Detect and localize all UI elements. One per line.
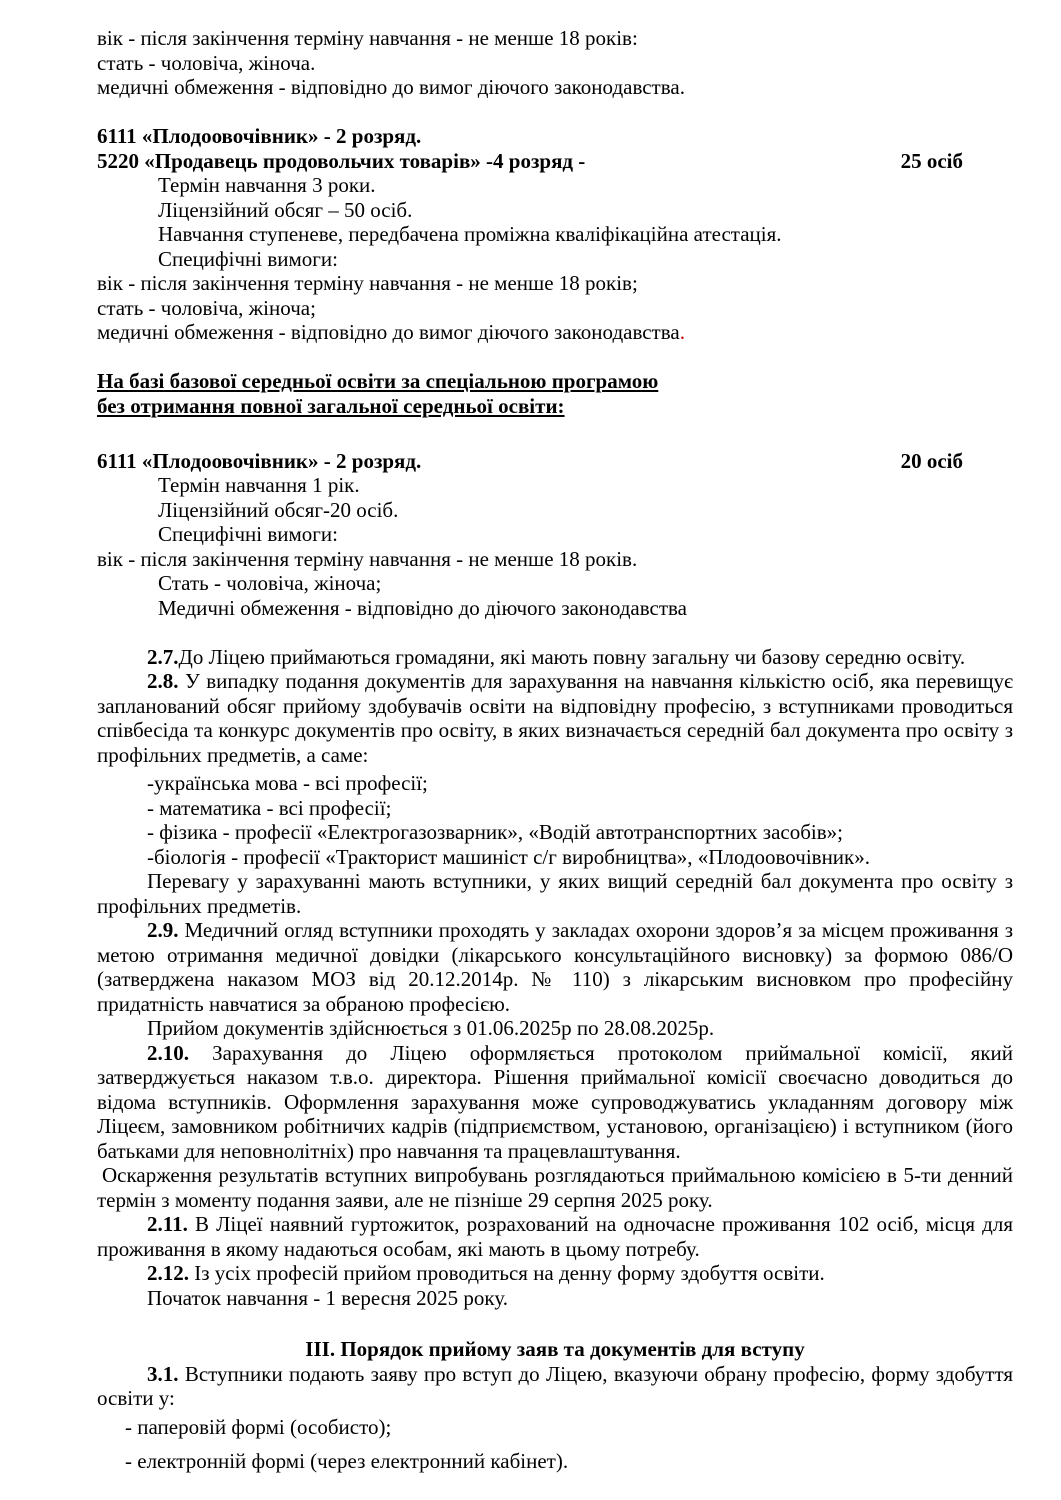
quota-20: 20 осіб <box>900 448 963 473</box>
paragraph-number: 2.10. <box>147 1040 189 1065</box>
paragraph-number: 3.1. <box>147 1361 179 1386</box>
quota-25: 25 осіб <box>900 148 963 173</box>
paragraph-text: В Ліцеї наявний гуртожиток, розрахований на одночасне проживання 102 осіб, місця для проживання в якому надаються особам, які мають в цьому потребу. <box>97 1212 1013 1261</box>
paragraph-text: Медичний огляд вступники проходять у закладах охорони здоров’я за місцем проживання з метою отримання медичної довідки (лікарського консультаційного висновку) за формою 086/О (затверджена наказом МОЗ від 20.12.2014р. № 110) з лікарським висновком про професійну придатність навчатися за обраною професією. <box>97 918 1014 1016</box>
subject-item-biology: -біологія - професії «Тракторист машиніст с/г виробництва», «Плодоовочівник». <box>147 844 871 869</box>
profession-5220-title-row <box>97 149 1013 174</box>
profession-5220-title: 5220 «Продавець продовольчих товарів» -4 розряд - <box>97 148 586 173</box>
intro-medical-line: медичні обмеження - відповідно до вимог діючого законодавства. <box>97 75 685 99</box>
paragraph-3-1 <box>97 1362 1013 1411</box>
intro-age-line: вік - після закінчення терміну навчання - не менше 18 років: <box>97 26 638 50</box>
paragraph-2-9 <box>97 918 1013 1016</box>
paragraph-number: 2.12. <box>147 1261 189 1285</box>
requirement-medical-line: Медичні обмеження - відповідно до діючого законодавства <box>158 595 687 620</box>
paragraph-text: Із усіх професій прийом проводиться на денну форму здобуття освіти. <box>194 1261 825 1285</box>
paragraph-2-8 <box>97 669 1013 767</box>
special-program-heading-line1: На базі базової середньої освіти за спеціальною програмою <box>97 369 659 393</box>
intro-gender-line: стать - чоловіча, жіноча. <box>97 50 316 75</box>
specific-requirements-label: Специфічні вимоги: <box>158 246 338 271</box>
requirement-medical-line <box>97 320 1013 345</box>
form-item-electronic: - електронній формі (через електронний кабінет). <box>125 1449 569 1473</box>
spacer <box>97 345 1013 370</box>
paragraph-number: 2.11. <box>147 1212 188 1236</box>
spacer <box>97 620 1013 645</box>
paragraph-text: Вступники подають заяву про вступ до Ліцею, вказуючи обрану професію, форму здобуття освіти у: <box>97 1361 1014 1410</box>
paragraph-text: У випадку подання документів для зарахування на навчання кількістю осіб, яка перевищує запланований обсяг прийому здобувачів освіти на відповідну професію, з вступниками проводиться співбесіда та конкурс документів про освіту, в яких визначається середній бал документа про освіту з профільних предметів, а саме: <box>97 669 1014 767</box>
paragraph-2-10 <box>97 1041 1013 1164</box>
spacer <box>97 418 1013 443</box>
section-3-heading: ІІІ. Порядок прийому заяв та документів для вступу <box>305 1337 805 1361</box>
specific-requirements-label: Специфічні вимоги: <box>158 522 338 546</box>
paragraph-number: 2.9. <box>147 918 179 942</box>
subject-item-math: - математика - всі професії; <box>147 795 392 820</box>
spacer <box>97 100 1013 125</box>
advantage-paragraph: Перевагу у зарахуванні мають вступники, у яких вищий середній бал документа про освіту з профільних предметів. <box>97 869 1013 918</box>
subject-item-physics: - фізика - професії «Електрогазозварник», «Водій автотранспортних засобів»; <box>147 820 844 844</box>
subject-item-ukrainian: -українська мова - всі професії; <box>147 771 428 795</box>
license-volume-line: Ліцензійний обсяг-20 осіб. <box>158 497 399 522</box>
profession-6111-title: 6111 «Плодоовочівник» - 2 розряд. <box>97 124 422 148</box>
profession-6111-special-title-row <box>97 449 1013 474</box>
appeal-paragraph: Оскарження результатів вступних випробувань розглядаються приймальною комісією в 5-ти денний термін з моменту подання заяви, але не пізніше 29 серпня 2025 року. <box>97 1163 1013 1212</box>
paragraph-number: 2.8. <box>147 669 179 693</box>
paragraph-2-7 <box>97 645 1013 670</box>
requirement-gender-line: Стать - чоловіча, жіноча; <box>158 571 382 595</box>
term-line: Термін навчання 3 роки. <box>158 173 376 197</box>
requirement-age-line: вік - після закінчення терміну навчання - не менше 18 років. <box>97 546 638 571</box>
red-period: . <box>679 320 685 344</box>
paragraph-2-11 <box>97 1212 1013 1261</box>
deadline-line: Прийом документів здійснюється з 01.06.2025р по 28.08.2025р. <box>147 1016 715 1040</box>
profession-6111-special-title: 6111 «Плодоовочівник» - 2 розряд. <box>97 448 422 473</box>
paragraph-text: Зарахування до Ліцею оформляється протоколом приймальної комісії, який затверджується наказом т.в.о. директора. Рішення приймальної комісії своєчасно доводиться до відома вступників. Оформлення зарахування може супроводжуватись укладанням договору між Ліцеєм, замовником робітничих кадрів (підприємством, установою, організацією) і вступником (його батьками для неповнолітніх) про навчання та працевлаштування. <box>97 1040 1013 1163</box>
stepwise-line: Навчання ступеневе, передбачена проміжна кваліфікаційна атестація. <box>158 222 782 246</box>
requirement-age-line: вік - після закінчення терміну навчання - не менше 18 років; <box>97 271 638 295</box>
license-volume-line: Ліцензійний обсяг – 50 осіб. <box>158 197 413 222</box>
term-line: Термін навчання 1 рік. <box>158 473 360 497</box>
special-program-heading-line2: без отримання повної загальної середньої освіти: <box>97 393 565 418</box>
requirement-gender-line: стать - чоловіча, жіноча; <box>97 295 316 320</box>
requirement-medical-text: медичні обмеження - відповідно до вимог діючого законодавства <box>97 320 680 344</box>
paragraph-2-12 <box>97 1261 1013 1286</box>
form-item-paper: - паперовій формі (особисто); <box>125 1414 392 1439</box>
paragraph-text: До Ліцею приймаються громадяни, які мають повну загальну чи базову середню освіту. <box>178 644 966 669</box>
paragraph-number: 2.7. <box>147 644 179 669</box>
study-start-line: Початок навчання - 1 вересня 2025 року. <box>147 1285 508 1310</box>
